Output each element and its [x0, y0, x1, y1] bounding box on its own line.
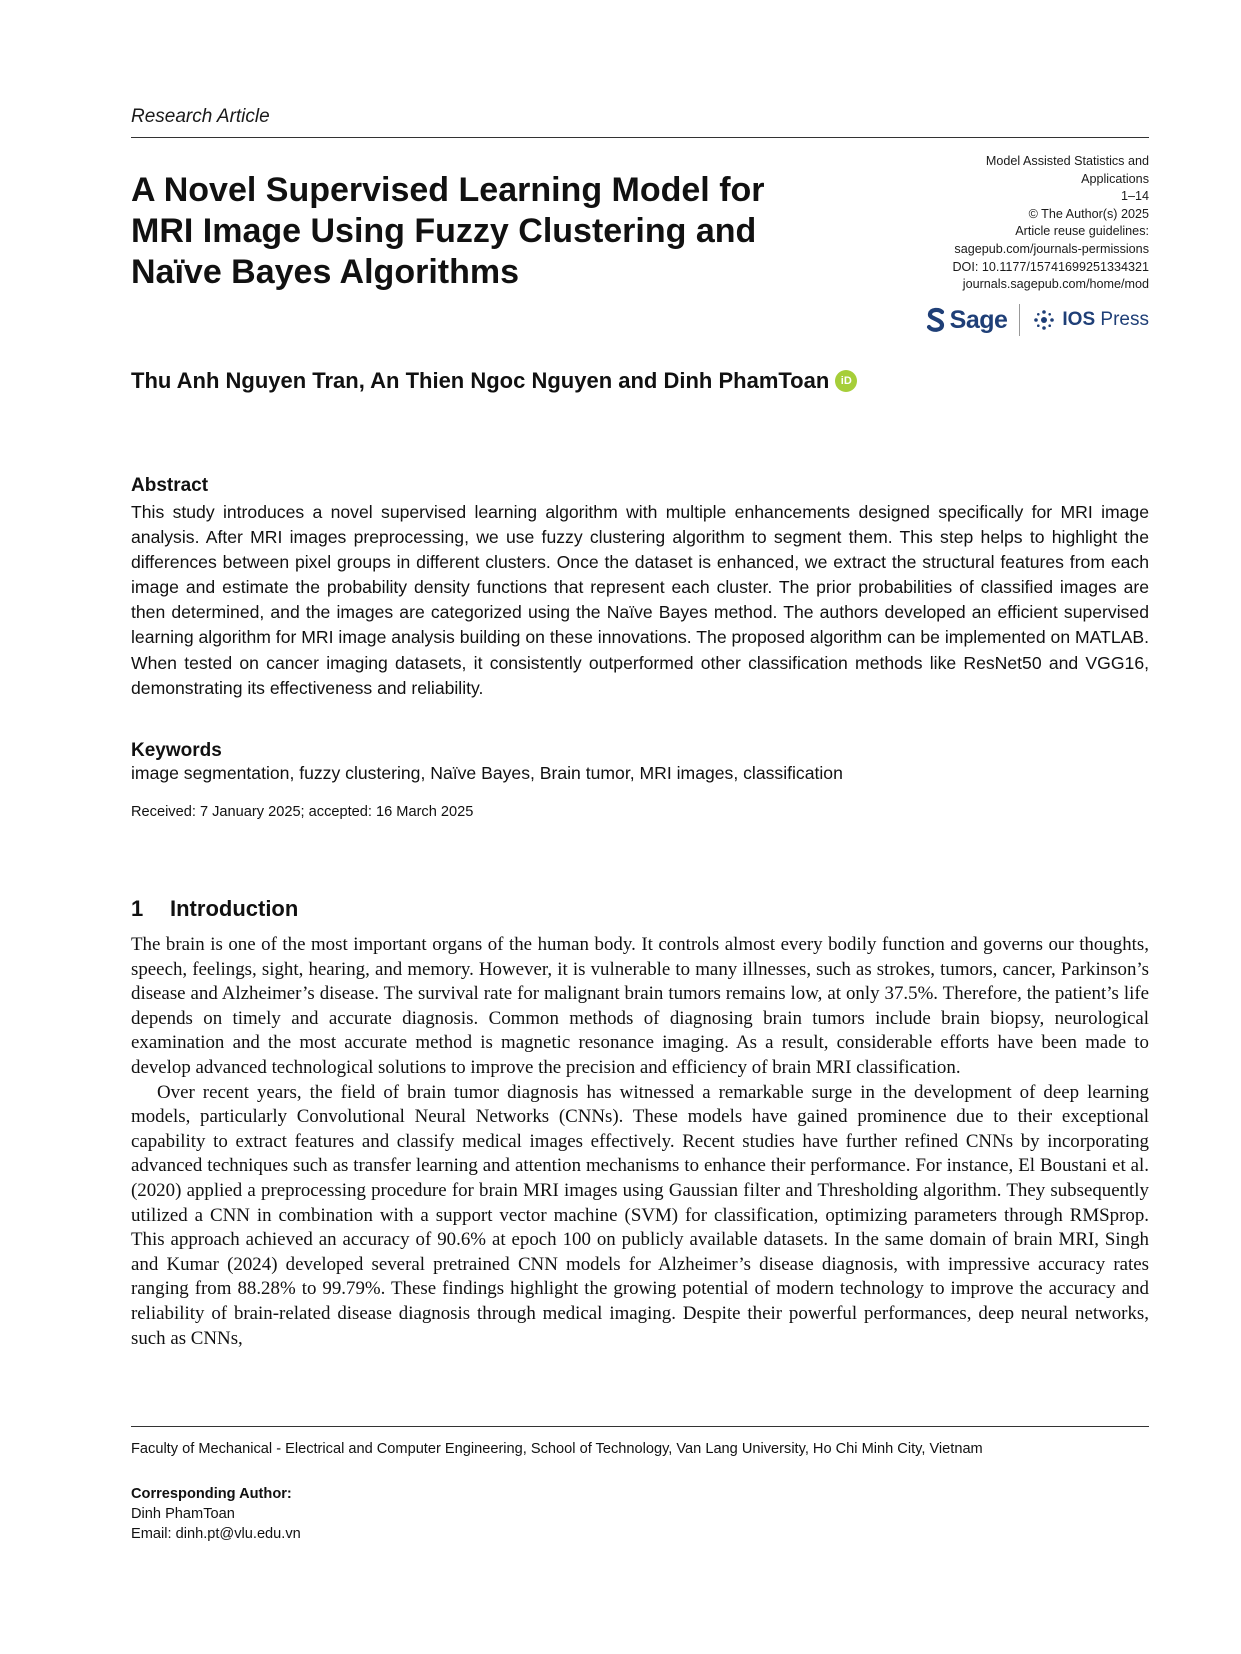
- journal-name-line2: Applications: [1081, 171, 1149, 186]
- section-heading-introduction: [131, 896, 298, 922]
- journal-meta: [909, 153, 1149, 294]
- keywords-list: image segmentation, fuzzy clustering, Naïve Bayes, Brain tumor, MRI images, classification: [131, 763, 843, 783]
- sage-wordmark: Sage: [949, 305, 1008, 334]
- ios-press-wordmark: [1062, 309, 1149, 331]
- section-number: 1: [131, 896, 144, 921]
- corresponding-author-name: Dinh PhamToan: [131, 1506, 235, 1522]
- received-dates: Received: 7 January 2025; accepted: 16 March 2025: [131, 804, 474, 820]
- corresponding-author-label: Corresponding Author:: [131, 1486, 292, 1502]
- article-type: Research Article: [131, 106, 270, 127]
- journal-name-line1: Model Assisted Statistics and: [985, 154, 1149, 168]
- ios-dots-icon: [1032, 308, 1056, 332]
- footnote-rule: [131, 1426, 1149, 1427]
- introduction-body: [131, 933, 1149, 1351]
- title-line: MRI Image Using Fuzzy Clustering and: [131, 212, 757, 250]
- logo-divider: [1019, 304, 1020, 336]
- ios-press-logo: [1032, 308, 1149, 332]
- section-title: Introduction: [170, 896, 299, 921]
- keywords-heading: Keywords: [131, 740, 222, 761]
- journal-link[interactable]: journals.sagepub.com/home/mod: [962, 277, 1149, 292]
- reuse-guidelines: Article reuse guidelines:: [1015, 224, 1149, 239]
- copyright: © The Author(s) 2025: [1028, 206, 1149, 221]
- sage-s-icon: [926, 307, 946, 333]
- abstract-heading: Abstract: [131, 475, 209, 496]
- header-rule: [131, 137, 1149, 138]
- doi[interactable]: DOI: 10.1177/15741699251334321: [952, 259, 1149, 274]
- paragraph: The brain is one of the most important organs of the human body. It controls almost every bodily function and governs our thoughts, speech, feelings, sight, hearing, and memory. However, it is vulnerable to many illnesses, such as strokes, tumors, cancer, Parkinson’s disease and Alzheimer’s disease. The survival rate for malignant brain tumors remains low, at only 37.5%. Therefore, the patient’s life depends on timely and accurate diagnosis. Common methods of diagnosing brain tumors include brain biopsy, neurological examination and the most accurate method is magnetic resonance imaging. As a result, considerable efforts have been made to develop advanced technological solutions to improve the precision and efficiency of brain MRI classification.: [131, 934, 1149, 1078]
- abstract-body: This study introduces a novel supervised learning algorithm with multiple enhancements designed specifically for MRI image analysis. After MRI images preprocessing, we use fuzzy clustering algorithm to segment them. This step helps to highlight the differences between pixel groups in different clusters. Once the dataset is enhanced, we extract the structural features from each image and estimate the probability density functions that represent each cluster. The prior probabilities of classified images are then determined, and the images are categorized using the Naïve Bayes method. The authors developed an efficient supervised learning algorithm for MRI image analysis building on these innovations. The proposed algorithm can be implemented on MATLAB. When tested on cancer imaging datasets, it consistently outperformed other classification methods like ResNet50 and VGG16, demonstrating its effectiveness and reliability.: [131, 502, 1149, 698]
- paragraph: Over recent years, the field of brain tumor diagnosis has witnessed a remarkable surge in the development of deep learning models, particularly Convolutional Neural Networks (CNNs). These models have gained prominence due to their exceptional capability to extract features and classify medical images effectively. Recent studies have further refined CNNs by incorporating advanced techniques such as transfer learning and attention mechanisms to enhance their performance. For instance, El Boustani et al. (2020) applied a preprocessing procedure for brain MRI images using Gaussian filter and Thresholding algorithm. They subsequently utilized a CNN in combination with a support vector machine (SVM) for classification, optimizing parameters through RMSprop. This approach achieved an accuracy of 90.6% at epoch 100 on publicly available datasets. In the same domain of brain MRI, Singh and Kumar (2024) developed several pretrained CNN models for Alzheimer’s disease diagnosis, with impressive accuracy rates ranging from 88.28% to 99.79%. These findings highlight the growing potential of modern technology to improve the accuracy and reliability of brain-related disease diagnosis through medical imaging. Despite their powerful performances, deep neural networks, such as CNNs,: [131, 1081, 1149, 1349]
- authors-text: Thu Anh Nguyen Tran, An Thien Ngoc Nguyen and Dinh PhamToan: [131, 368, 830, 393]
- ios-wordmark-rest: Press: [1095, 309, 1149, 330]
- corresponding-author-email[interactable]: Email: dinh.pt@vlu.edu.vn: [131, 1526, 301, 1542]
- title-line: A Novel Supervised Learning Model for: [131, 171, 765, 209]
- corresponding-author: [131, 1484, 301, 1544]
- title-line: Naïve Bayes Algorithms: [131, 253, 519, 291]
- sage-logo: [926, 306, 1008, 335]
- orcid-icon[interactable]: iD: [835, 370, 857, 392]
- author-list: [131, 368, 857, 394]
- page-range: 1–14: [1120, 189, 1149, 204]
- affiliation: Faculty of Mechanical - Electrical and Computer Engineering, School of Technology, Van Lang University, Ho Chi Minh City, Vietnam: [131, 1441, 983, 1457]
- paper-title: [131, 170, 851, 293]
- permissions-link[interactable]: sagepub.com/journals-permissions: [954, 241, 1149, 256]
- publisher-logos: [926, 302, 1149, 338]
- ios-wordmark-bold: IOS: [1062, 309, 1096, 330]
